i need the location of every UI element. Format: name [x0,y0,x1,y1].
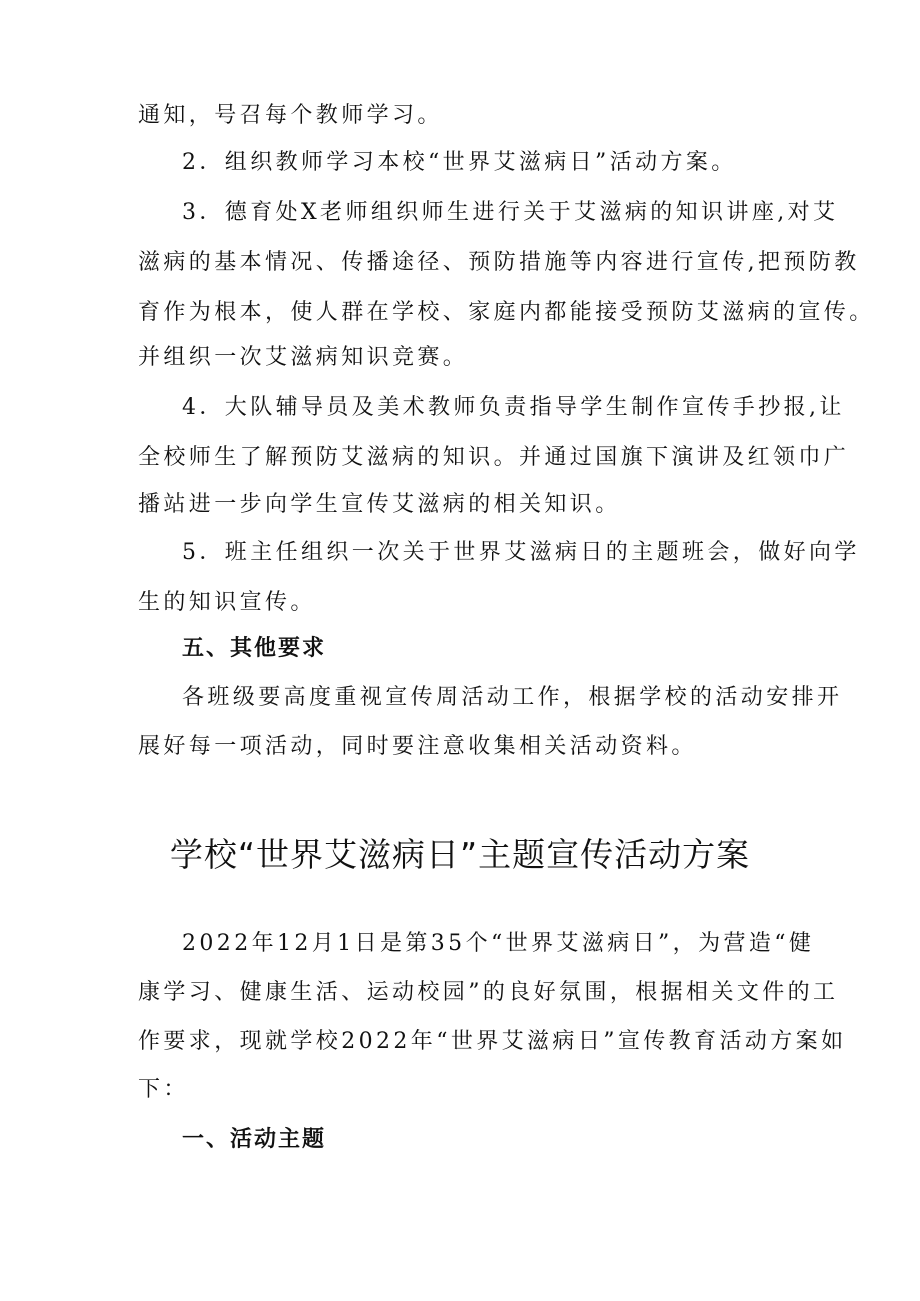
intro-line: 作要求，现就学校2022年“世界艾滋病日”宣传教育活动方案如 [138,1029,847,1054]
paragraph-line: 生的知识宣传。 [138,590,316,615]
paragraph-line: 滋病的基本情况、传播途径、预防措施等内容进行宣传,把预防教 [138,250,860,275]
document-title: 学校“世界艾滋病日”主题宣传活动方案 [169,835,751,874]
paragraph-line: 全校师生了解预防艾滋病的知识。并通过国旗下演讲及红领巾广 [138,445,850,470]
paragraph-line: 各班级要高度重视宣传周活动工作，根据学校的活动安排开 [182,685,843,710]
section-heading-5: 五、其他要求 [182,636,327,661]
intro-line: 下： [138,1077,189,1102]
list-item-2: 2．组织教师学习本校“世界艾滋病日”活动方案。 [182,150,737,175]
paragraph-line: 并组织一次艾滋病知识竞赛。 [138,345,469,370]
intro-line: 2022年12月1日是第35个“世界艾滋病日”，为营造“健 [182,931,815,956]
paragraph-line: 通知，号召每个教师学习。 [138,103,443,128]
paragraph-line: 育作为根本，使人群在学校、家庭内都能接受预防艾滋病的宣传。 [138,300,875,325]
paragraph-line: 展好每一项活动，同时要注意收集相关活动资料。 [138,734,697,759]
paragraph-line: 播站进一步向学生宣传艾滋病的相关知识。 [138,492,621,517]
list-item-3: 3．德育处X老师组织师生进行关于艾滋病的知识讲座,对艾 [182,200,839,225]
list-item-5: 5．班主任组织一次关于世界艾滋病日的主题班会，做好向学 [182,540,860,565]
section-heading-1: 一、活动主题 [182,1127,327,1152]
list-item-4: 4．大队辅导员及美术教师负责指导学生制作宣传手抄报,让 [182,395,845,420]
intro-line: 康学习、健康生活、运动校园”的良好氛围，根据相关文件的工 [138,980,839,1005]
